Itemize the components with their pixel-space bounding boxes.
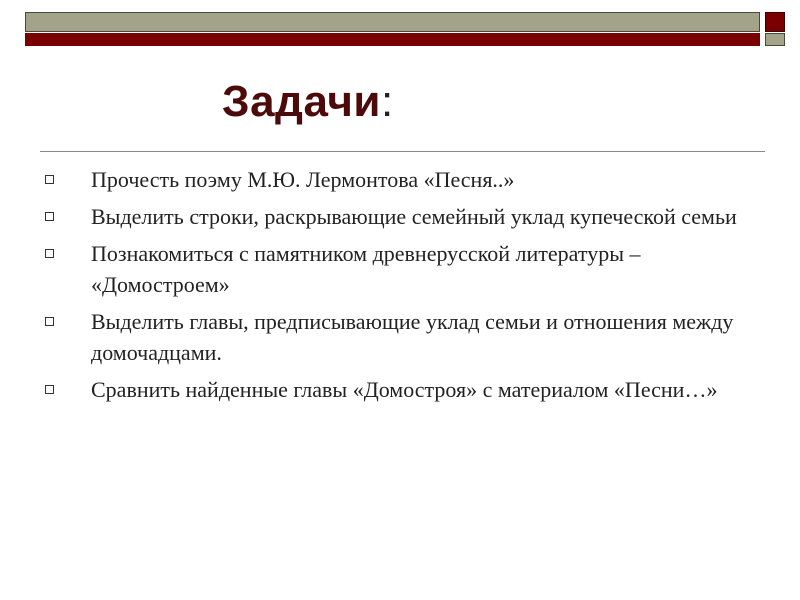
header-square-gray: [765, 33, 785, 46]
list-item: [40, 374, 770, 405]
square-bullet-icon: [45, 175, 54, 184]
square-bullet-icon: [45, 317, 54, 326]
list-item-text: Познакомиться с памятником древнерусской литературы – «Домостроем»: [91, 241, 641, 297]
list-item: [40, 164, 770, 195]
slide-title-text: Задачи: [222, 77, 381, 126]
list-item-text: Выделить главы, предписывающие уклад семьи и отношения между домочадцами.: [91, 309, 734, 365]
list-item-text: Выделить строки, раскрывающие семейный уклад купеческой семьи: [91, 204, 737, 229]
square-bullet-icon: [45, 212, 54, 221]
header-bar-red: [25, 33, 760, 46]
list-item: [40, 201, 770, 232]
list-item-text: Сравнить найденные главы «Домостроя» с материалом «Песни…»: [91, 377, 718, 402]
header-square-red: [765, 12, 785, 32]
list-item: [40, 238, 770, 300]
square-bullet-icon: [45, 385, 54, 394]
square-bullet-icon: [45, 249, 54, 258]
slide-title: [222, 77, 394, 126]
header-bar-gray: [25, 12, 760, 32]
list-item: [40, 306, 770, 368]
title-divider: [40, 151, 765, 152]
list-item-text: Прочесть поэму М.Ю. Лермонтова «Песня..»: [91, 167, 515, 192]
task-list: [40, 164, 770, 411]
slide-title-colon: :: [380, 77, 394, 126]
